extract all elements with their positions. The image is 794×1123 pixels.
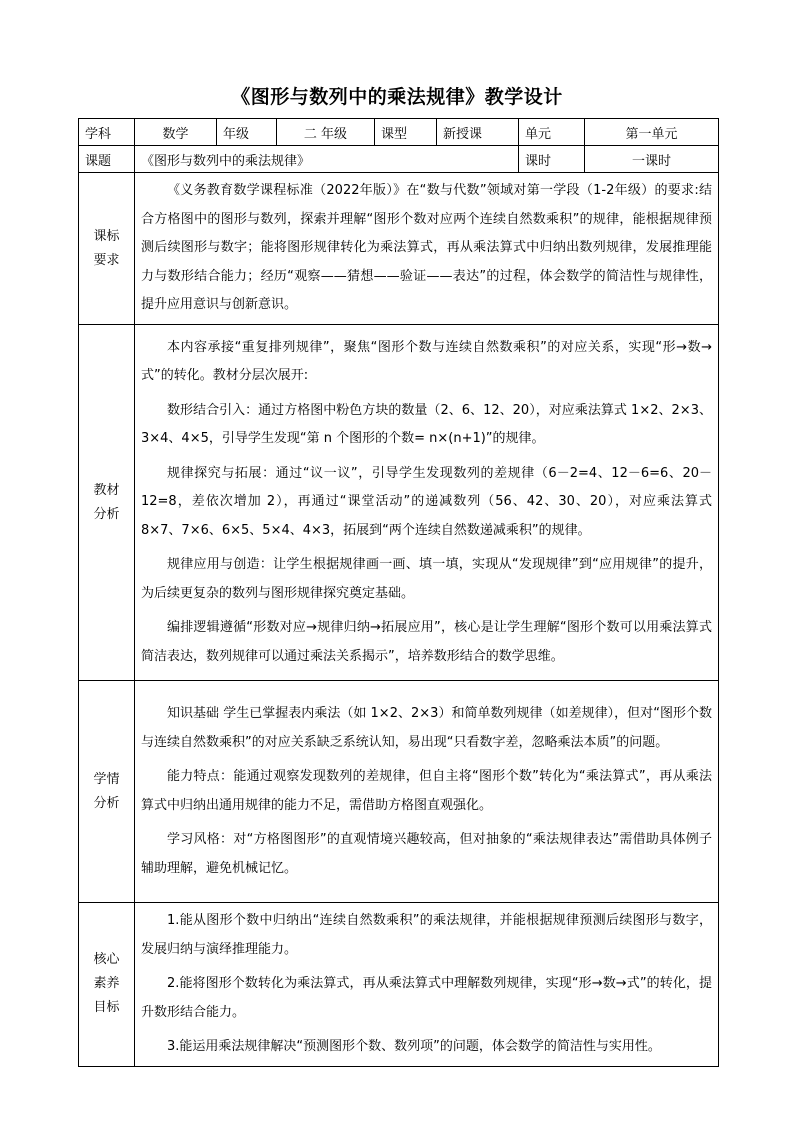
page-title: 《图形与数列中的乘法规律》教学设计 bbox=[231, 86, 563, 108]
lesson-plan-table bbox=[78, 118, 719, 1067]
paragraph: 知识基础 学生已掌握表内乘法（如 1×2、2×3）和简单数列规律（如差规律），但对“图形个数与连续自然数乘积”的对应关系缺乏系统认知，易出现“只看数字差，忽略乘法本质”的问题。 bbox=[141, 706, 712, 750]
grade-value: 二 年级 bbox=[277, 119, 375, 146]
section-label bbox=[79, 325, 135, 681]
section-content bbox=[135, 325, 719, 681]
period-label: 课时 bbox=[519, 146, 585, 173]
section-label-line: 分析 bbox=[93, 795, 120, 811]
section-label-line: 课标 bbox=[93, 228, 120, 244]
section-label-line: 要求 bbox=[93, 252, 120, 268]
section-label-line: 学情 bbox=[93, 771, 120, 787]
section-label-line: 分析 bbox=[93, 506, 120, 522]
topic-row bbox=[79, 146, 719, 173]
type-label: 课型 bbox=[375, 119, 437, 146]
header-row bbox=[79, 119, 719, 146]
section-label-line: 目标 bbox=[93, 1000, 120, 1016]
paragraph: 本内容承接“重复排列规律”，聚焦“图形个数与连续自然数乘积”的对应关系，实现“形→数→式”的转化。教材分层次展开: bbox=[141, 339, 712, 384]
topic-value: 《图形与数列中的乘法规律》 bbox=[135, 146, 519, 173]
paragraph: 2.能将图形个数转化为乘法算式，再从乘法算式中理解数列规律，实现“形→数→式”的转化，提升数形结合能力。 bbox=[141, 976, 712, 1020]
type-value: 新授课 bbox=[437, 119, 519, 146]
subject-value: 数学 bbox=[135, 119, 217, 146]
section-label-line: 核心 bbox=[93, 952, 120, 968]
section-label bbox=[79, 681, 135, 903]
section-row-curriculum bbox=[79, 173, 719, 325]
paragraph: 学习风格：对“方格图图形”的直观情境兴趣较高，但对抽象的“乘法规律表达”需借助具体例子辅助理解，避免机械记忆。 bbox=[141, 832, 712, 876]
section-label-line: 教材 bbox=[93, 482, 120, 498]
subject-label: 学科 bbox=[79, 119, 135, 146]
unit-value: 第一单元 bbox=[585, 119, 719, 146]
section-row-students bbox=[79, 681, 719, 903]
section-label-line: 素养 bbox=[93, 976, 120, 992]
paragraph: 数形结合引入：通过方格图中粉色方块的数量（2、6、12、20），对应乘法算式 1×2、2×3、3×4、4×5，引导学生发现“第 n 个图形的个数= n×(n+1)”的规律。 bbox=[141, 402, 712, 447]
paragraph: 《义务教育数学课程标准（2022年版）》在“数与代数”领域对第一学段（1-2年级）的要求:结合方格图中的图形与数列，探索并理解“图形个数对应两个连续自然数乘积”的规律，能根据规律预测后续图形与数字；能将图形规律转化为乘法算式，再从乘法算式中归纳出数列规律，发展推理能力与数形结合能力；经历“观察——猜想——验证——表达”的过程，体会数学的简洁性与规律性，提升应用意识与创新意识。 bbox=[141, 183, 712, 313]
paragraph: 规律应用与创造：让学生根据规律画一画、填一填，实现从“发现规律”到“应用规律”的提升，为后续更复杂的数列与图形规律探究奠定基础。 bbox=[141, 557, 712, 601]
section-content bbox=[135, 173, 719, 325]
section-label bbox=[79, 173, 135, 325]
period-value: 一课时 bbox=[585, 146, 719, 173]
paragraph: 1.能从图形个数中归纳出“连续自然数乘积”的乘法规律，并能根据规律预测后续图形与数字，发展归纳与演绎推理能力。 bbox=[141, 913, 712, 957]
section-content bbox=[135, 903, 719, 1067]
section-content bbox=[135, 681, 719, 903]
section-row-goals bbox=[79, 903, 719, 1067]
topic-label: 课题 bbox=[79, 146, 135, 173]
section-label bbox=[79, 903, 135, 1067]
section-row-textbook bbox=[79, 325, 719, 681]
unit-label: 单元 bbox=[519, 119, 585, 146]
grade-label: 年级 bbox=[217, 119, 277, 146]
paragraph: 能力特点：能通过观察发现数列的差规律，但自主将“图形个数”转化为“乘法算式”，再从乘法算式中归纳出通用规律的能力不足，需借助方格图直观强化。 bbox=[141, 769, 712, 813]
paragraph: 3.能运用乘法规律解决“预测图形个数、数列项”的问题，体会数学的简洁性与实用性。 bbox=[167, 1039, 661, 1054]
paragraph: 编排逻辑遵循“形数对应→规律归纳→拓展应用”，核心是让学生理解“图形个数可以用乘法算式简洁表达，数列规律可以通过乘法关系揭示”，培养数形结合的数学思维。 bbox=[141, 620, 712, 664]
paragraph: 规律探究与拓展：通过“议一议”，引导学生发现数列的差规律（6－2=4、12－6=6、20－12=8，差依次增加 2），再通过“课堂活动”的递减数列（56、42、30、20），对应乘法算式 8×7、7×6、6×5、5×4、4×3，拓展到“两个连续自然数递减乘积”的规律。 bbox=[141, 465, 712, 538]
